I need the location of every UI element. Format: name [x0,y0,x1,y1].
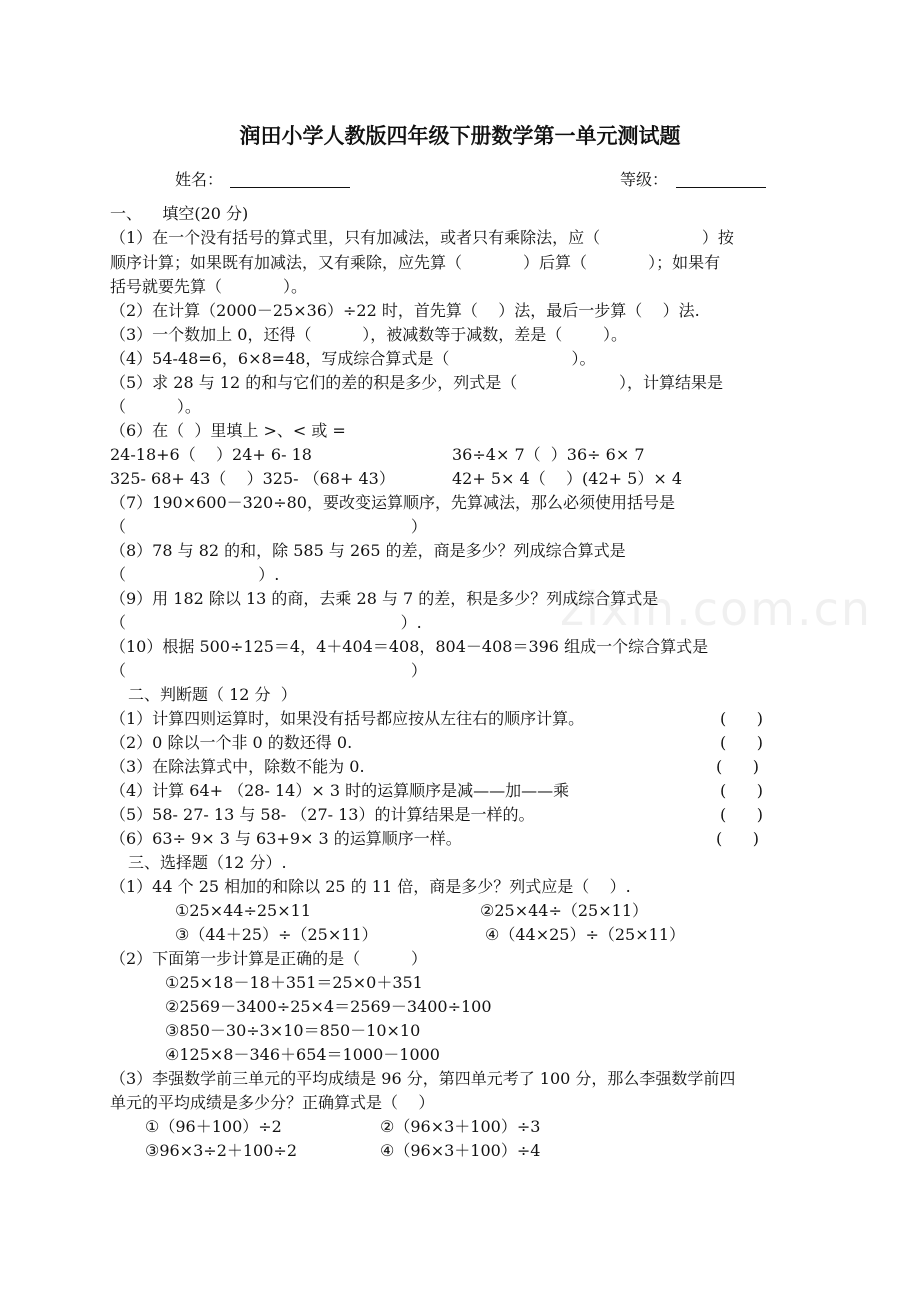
choice-option[interactable]: ④125×8－346＋654＝1000－1000 [165,1045,440,1064]
s1-line: （7）190×600－320÷80，要改变运算顺序，先算减法，那么必须使用括号是 [110,493,675,512]
choice-option[interactable]: ②（96×3＋100）÷3 [380,1117,541,1136]
compare-item: 36÷4× 7（ ）36÷ 6× 7 [452,445,645,464]
page-title: 润田小学人教版四年级下册数学第一单元测试题 [239,124,681,148]
s1-line: （4）54-48=6，6×8=48，写成综合算式是（ ）。 [110,349,596,368]
s1-line: （9）用 182 除以 13 的商，去乘 28 与 7 的差，积是多少？列成综合算式是 [110,589,659,608]
section-3-heading: 三、选择题（12 分）. [128,853,287,872]
s1-line: （ ）. [110,613,422,632]
s1-line: （ ）。 [110,397,201,416]
s1-line: （ ） [110,517,427,536]
name-blank[interactable] [230,173,350,188]
compare-item: 24-18+6（ ）24+ 6- 18 [110,445,312,464]
judge-item: （4）计算 64+ （28- 14）× 3 时的运算顺序是减——加——乘 [110,781,570,800]
judge-item: （1）计算四则运算时，如果没有括号都应按从左往右的顺序计算。 [110,709,585,728]
s1-line: （3）一个数加上 0，还得（ ），被减数等于减数，差是（ ）。 [110,325,627,344]
judge-item: （6）63÷ 9× 3 与 63+9× 3 的运算顺序一样。 [110,829,462,848]
choice-option[interactable]: ①25×44÷25×11 [175,901,311,920]
grade-label: 等级： [620,170,669,189]
section-2-heading: 二、判断题（ 12 分 ） [128,685,297,704]
choice-option[interactable]: ②2569－3400÷25×4＝2569－3400÷100 [165,997,492,1016]
name-label: 姓名： [175,170,224,189]
s1-line: 括号就要先算（ ）。 [110,277,308,296]
choice-question-cont: 单元的平均成绩是多少分？正确算式是（ ） [110,1093,435,1112]
judge-mark[interactable]: ( ) [720,709,763,728]
judge-item: （2）0 除以一个非 0 的数还得 0. [110,733,353,752]
choice-option[interactable]: ③（44＋25）÷（25×11） [175,925,378,944]
s1-line: （2）在计算（2000－25×36）÷22 时，首先算（ ）法，最后一步算（ ）法. [110,301,700,320]
watermark: zixin.com.cn [560,582,873,636]
judge-mark[interactable]: ( ) [716,757,759,776]
judge-mark[interactable]: ( ) [720,781,763,800]
s1-line: （ ） [110,661,427,680]
choice-option[interactable]: ①（96＋100）÷2 [145,1117,282,1136]
section-1-heading: 一、 填空(20 分) [110,204,249,223]
compare-item: 42+ 5× 4（ ）(42+ 5）× 4 [452,469,682,488]
judge-mark[interactable]: ( ) [720,805,763,824]
judge-mark[interactable]: ( ) [720,733,763,752]
judge-item: （3）在除法算式中，除数不能为 0. [110,757,365,776]
choice-option[interactable]: ④（96×3＋100）÷4 [380,1141,541,1160]
choice-option[interactable]: ④（44×25）÷（25×11） [485,925,686,944]
choice-option[interactable]: ②25×44÷（25×11） [480,901,649,920]
judge-item: （5）58- 27- 13 与 58- （27- 13）的计算结果是一样的。 [110,805,535,824]
compare-item: 325- 68+ 43（ ）325- （68+ 43） [110,469,395,488]
s1-line: （1）在一个没有括号的算式里，只有加减法，或者只有乘除法，应（ ）按 [110,228,734,247]
s1-line: （8）78 与 82 的和，除 585 与 265 的差，商是多少？列成综合算式是 [110,541,626,560]
choice-option[interactable]: ③96×3÷2＋100÷2 [145,1141,298,1160]
s1-line: （10）根据 500÷125＝4，4＋404＝408，804－408＝396 组成一个综合算式是 [110,637,709,656]
s1-line: （6）在（ ）里填上 >、< 或 = [110,421,346,440]
choice-question: （3）李强数学前三单元的平均成绩是 96 分，第四单元考了 100 分，那么李强数学前四 [110,1069,736,1088]
choice-option[interactable]: ③850－30÷3×10＝850－10×10 [165,1021,421,1040]
judge-mark[interactable]: ( ) [716,829,759,848]
choice-question: （2）下面第一步计算是正确的是（ ） [110,949,428,968]
choice-question: （1）44 个 25 相加的和除以 25 的 11 倍，商是多少？列式应是（ ）. [110,877,631,896]
s1-line: （5）求 28 与 12 的和与它们的差的积是多少，列式是（ ），计算结果是 [110,373,723,392]
s1-line: 顺序计算；如果既有加减法，又有乘除，应先算（ ）后算（ ）；如果有 [110,253,721,272]
choice-option[interactable]: ①25×18－18＋351＝25×0＋351 [165,973,423,992]
s1-line: （ ）. [110,565,280,584]
grade-blank[interactable] [676,173,766,188]
